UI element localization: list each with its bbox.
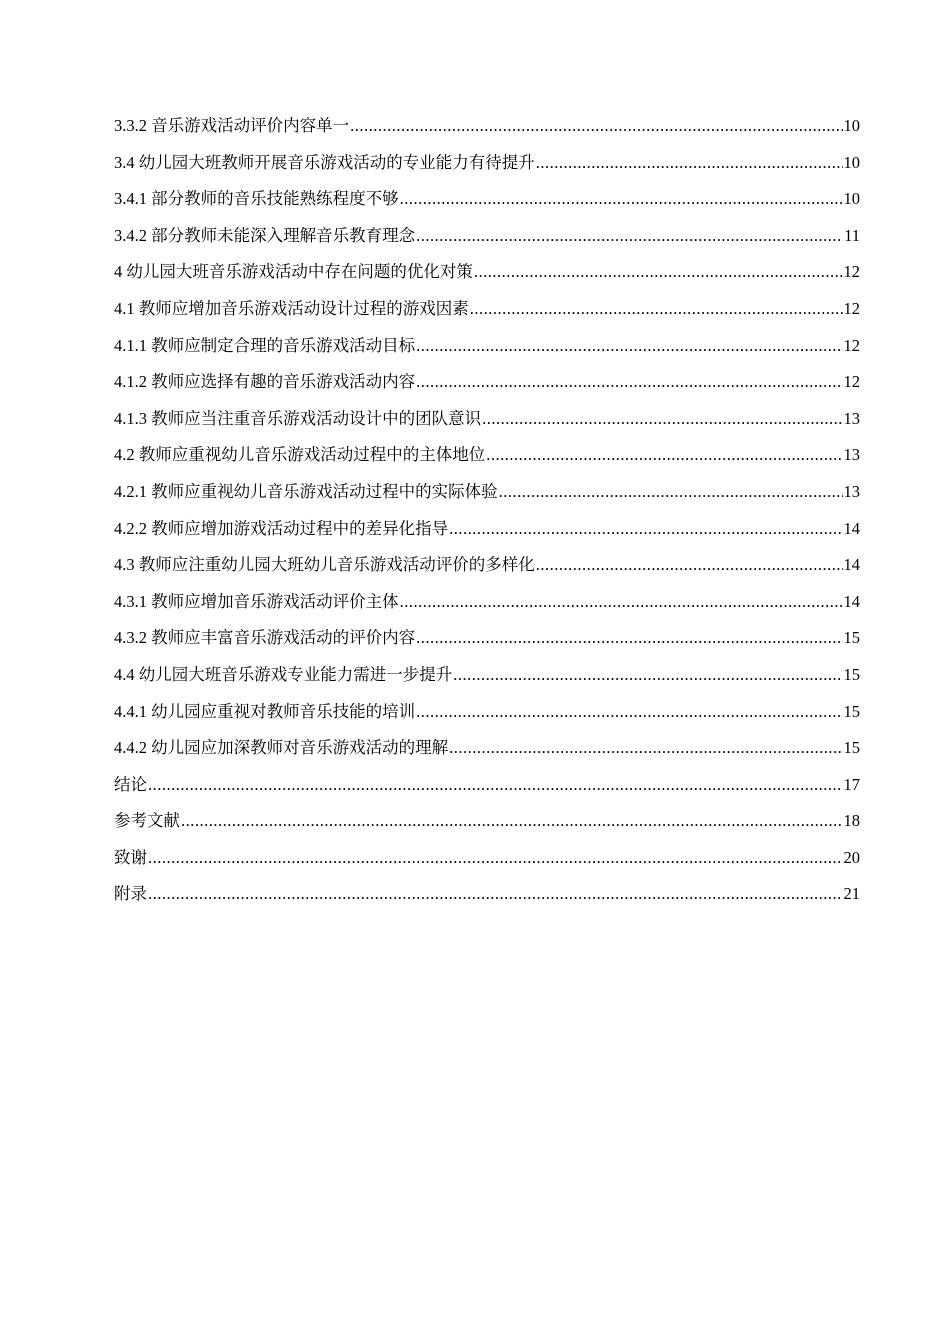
toc-entry[interactable] [114,254,860,291]
toc-entry-title: 参考文献 [114,811,180,831]
toc-entry-page: 13 [843,445,860,465]
toc-entry[interactable] [114,511,860,548]
toc-entry-title: 4.2.1 教师应重视幼儿音乐游戏活动过程中的实际体验 [114,481,498,501]
toc-entry[interactable] [114,401,860,438]
toc-entry[interactable] [114,218,860,255]
toc-dot-leader [449,730,842,767]
toc-entry[interactable] [114,437,860,474]
toc-entry-page: 13 [843,408,860,428]
toc-entry-title: 4.3.1 教师应增加音乐游戏活动评价主体 [114,591,399,611]
toc-dot-leader [416,694,842,731]
toc-dot-leader [416,218,843,255]
toc-entry[interactable] [114,876,860,913]
toc-dot-leader [350,108,842,145]
table-of-contents [114,108,860,913]
toc-entry[interactable] [114,181,860,218]
toc-dot-leader [416,328,842,365]
toc-entry-page: 10 [843,189,860,209]
toc-entry-page: 18 [843,811,860,831]
toc-entry-page: 10 [843,116,860,135]
toc-dot-leader [453,657,842,694]
toc-entry-page: 21 [843,884,860,904]
toc-entry-page: 14 [843,591,860,611]
toc-dot-leader [474,254,843,291]
toc-dot-leader [416,364,842,401]
toc-entry-title: 结论 [114,774,147,794]
toc-entry-page: 14 [843,555,860,575]
toc-dot-leader [400,181,843,218]
toc-dot-leader [449,511,842,548]
toc-dot-leader [536,145,843,182]
toc-entry[interactable] [114,803,860,840]
toc-dot-leader [400,584,843,621]
toc-entry[interactable] [114,620,860,657]
toc-dot-leader [148,840,843,877]
toc-entry[interactable] [114,328,860,365]
toc-entry-page: 15 [843,628,860,648]
toc-entry-page: 20 [843,847,860,867]
toc-dot-leader [486,437,842,474]
toc-entry[interactable] [114,730,860,767]
toc-entry[interactable] [114,291,860,328]
toc-entry-page: 10 [843,152,860,172]
toc-entry-title: 3.4.1 部分教师的音乐技能熟练程度不够 [114,189,399,209]
toc-dot-leader [148,876,843,913]
toc-entry-page: 12 [843,372,860,392]
toc-dot-leader [482,401,842,438]
toc-entry-page: 12 [843,298,860,318]
toc-entry-title: 4.4.1 幼儿园应重视对教师音乐技能的培训 [114,701,416,721]
toc-entry-title: 4.3.2 教师应丰富音乐游戏活动的评价内容 [114,628,416,648]
toc-entry-page: 15 [843,738,860,758]
toc-dot-leader [148,767,843,804]
toc-dot-leader [536,547,843,584]
toc-entry-page: 17 [843,774,860,794]
toc-entry[interactable] [114,767,860,804]
toc-entry-title: 4.1 教师应增加音乐游戏活动设计过程的游戏因素 [114,298,469,318]
toc-entry-title: 4.1.3 教师应当注重音乐游戏活动设计中的团队意识 [114,408,482,428]
toc-entry[interactable] [114,840,860,877]
toc-entry[interactable] [114,145,860,182]
toc-entry-title: 4 幼儿园大班音乐游戏活动中存在问题的优化对策 [114,262,473,282]
toc-dot-leader [470,291,843,328]
toc-entry-page: 15 [843,664,860,684]
toc-entry-title: 致谢 [114,847,147,867]
toc-entry[interactable] [114,584,860,621]
toc-dot-leader [416,620,842,657]
toc-entry-title: 4.4 幼儿园大班音乐游戏专业能力需进一步提升 [114,664,453,684]
toc-entry-title: 4.3 教师应注重幼儿园大班幼儿音乐游戏活动评价的多样化 [114,555,535,575]
toc-entry-page: 13 [843,481,860,501]
toc-entry-page: 14 [843,518,860,538]
toc-entry-title: 附录 [114,884,147,904]
toc-entry[interactable] [114,364,860,401]
toc-entry-title: 4.2.2 教师应增加游戏活动过程中的差异化指导 [114,518,449,538]
toc-entry[interactable] [114,657,860,694]
toc-entry-title: 4.1.1 教师应制定合理的音乐游戏活动目标 [114,335,416,355]
toc-entry-title: 4.4.2 幼儿园应加深教师对音乐游戏活动的理解 [114,738,449,758]
toc-entry[interactable] [114,108,860,145]
toc-entry-title: 4.2 教师应重视幼儿音乐游戏活动过程中的主体地位 [114,445,486,465]
toc-dot-leader [181,803,843,840]
toc-dot-leader [499,474,843,511]
toc-entry[interactable] [114,474,860,511]
toc-entry-title: 3.4.2 部分教师未能深入理解音乐教育理念 [114,225,416,245]
toc-entry-page: 15 [843,701,860,721]
toc-entry-page: 12 [843,262,860,282]
toc-entry-page: 12 [843,335,860,355]
toc-entry-page: 11 [844,225,860,245]
toc-entry[interactable] [114,694,860,731]
toc-entry[interactable] [114,547,860,584]
toc-entry-title: 3.3.2 音乐游戏活动评价内容单一 [114,116,350,135]
toc-entry-title: 4.1.2 教师应选择有趣的音乐游戏活动内容 [114,372,416,392]
toc-entry-title: 3.4 幼儿园大班教师开展音乐游戏活动的专业能力有待提升 [114,152,535,172]
